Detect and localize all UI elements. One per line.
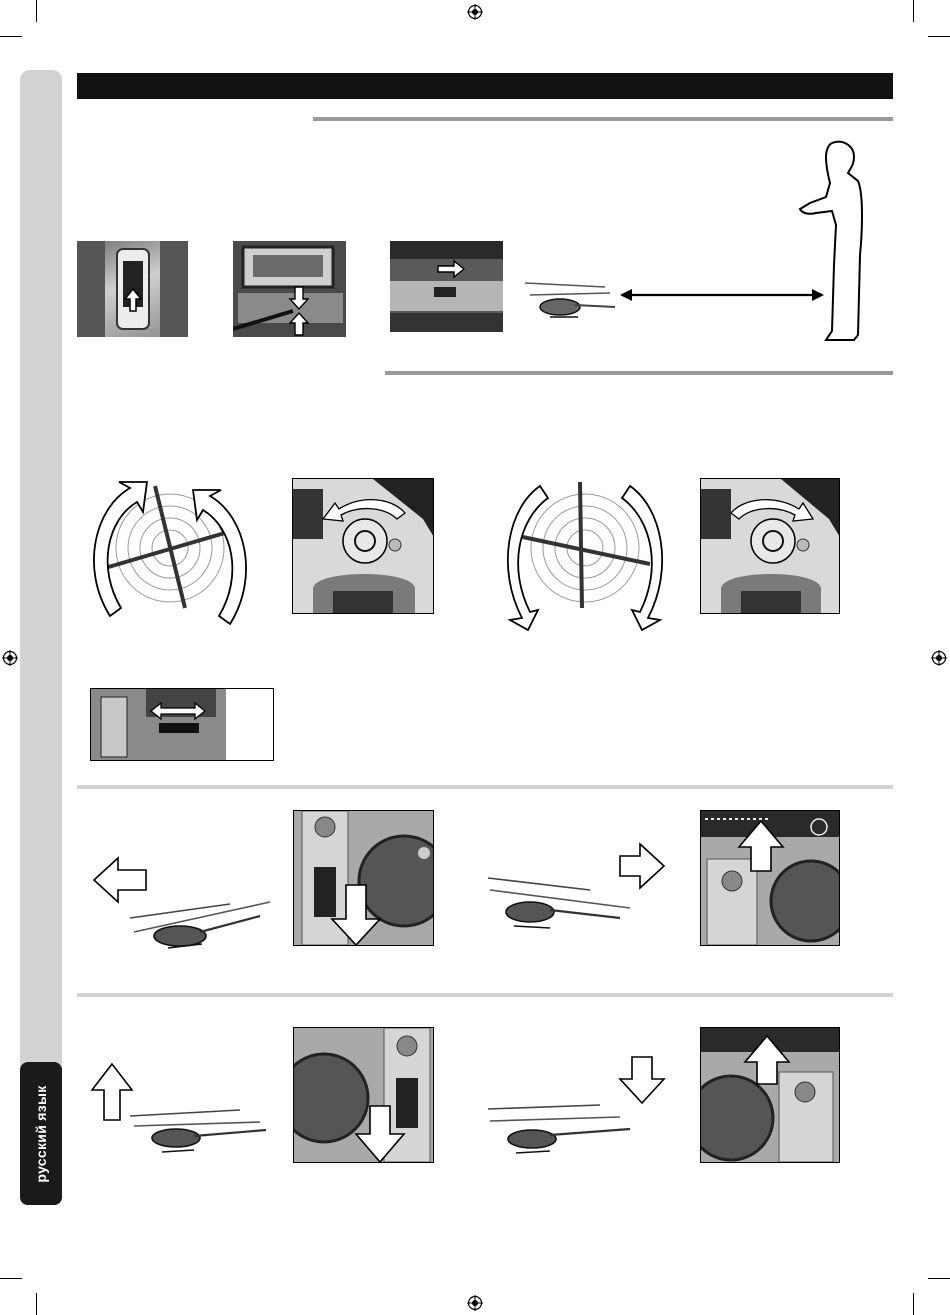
power-switch-photo <box>390 241 503 332</box>
trim-dial-right-photo <box>700 478 840 614</box>
charging-connector-photo <box>233 241 346 337</box>
section-divider <box>385 371 893 375</box>
language-label: русский язык <box>33 1085 49 1183</box>
crop-mark <box>928 1278 950 1279</box>
registration-mark-icon <box>2 650 18 666</box>
crop-mark <box>0 1278 22 1279</box>
arrow-left-icon <box>94 858 146 902</box>
arrow-right-icon <box>620 844 664 888</box>
helicopter-icon <box>130 902 270 948</box>
forward-stick-photo <box>293 810 434 946</box>
trim-lever-photo <box>90 688 274 761</box>
crop-mark <box>0 36 22 37</box>
flight-distance-diagram <box>520 135 870 345</box>
crop-mark <box>36 1293 37 1315</box>
helicopter-icon <box>488 1105 630 1153</box>
forward-flight-diagram <box>90 852 290 962</box>
descend-flight-diagram <box>480 1055 680 1165</box>
double-arrow-icon <box>620 289 824 301</box>
registration-mark-icon <box>467 1295 483 1311</box>
descend-stick-photo <box>700 1027 840 1163</box>
registration-mark-icon <box>931 650 947 666</box>
crop-mark <box>36 0 37 22</box>
backward-stick-photo <box>700 810 840 946</box>
arrow-down-icon <box>620 1057 664 1103</box>
backward-flight-diagram <box>480 840 680 950</box>
rotor-rotation-left-diagram <box>85 468 255 638</box>
ascend-stick-photo <box>293 1027 434 1163</box>
section-header-bar <box>77 73 893 99</box>
section-divider <box>77 993 893 997</box>
crop-mark <box>928 36 950 37</box>
arrow-up-icon <box>92 1064 132 1120</box>
language-sidebar <box>20 70 62 1205</box>
pilot-silhouette-icon <box>800 142 862 340</box>
trim-dial-left-photo <box>292 478 434 614</box>
helicopter-icon <box>130 1110 266 1152</box>
helicopter-icon <box>525 283 615 317</box>
registration-mark-icon <box>467 4 483 20</box>
battery-switch-photo <box>77 241 188 337</box>
rotor-rotation-right-diagram <box>500 468 670 638</box>
ascend-flight-diagram <box>90 1060 290 1170</box>
helicopter-icon <box>488 878 630 928</box>
section-divider <box>313 117 893 121</box>
crop-mark <box>913 1293 914 1315</box>
rotate-arrow-icon <box>508 486 662 630</box>
crop-mark <box>913 0 914 22</box>
section-divider <box>77 785 893 789</box>
